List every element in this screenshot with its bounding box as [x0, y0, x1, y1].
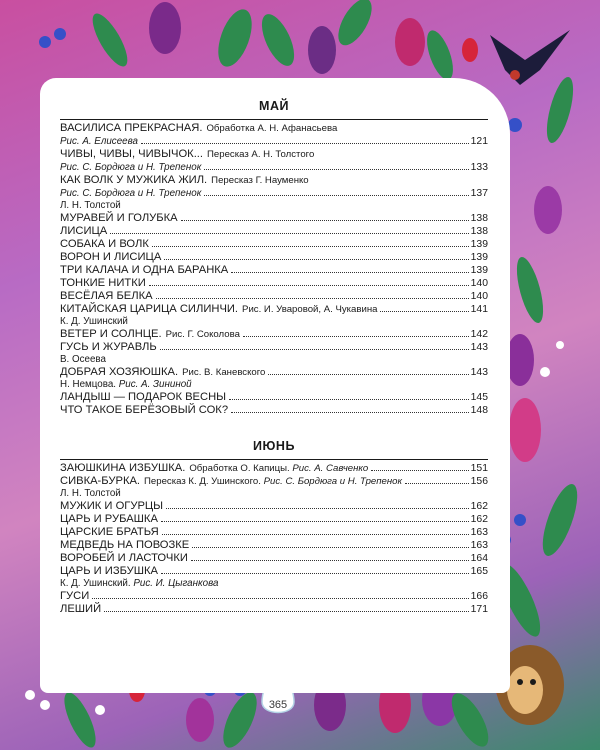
toc-entry — [60, 122, 488, 135]
dot-leader — [229, 399, 469, 400]
dot-leader — [152, 246, 469, 247]
section-title-may: МАЙ — [259, 99, 289, 113]
dot-leader — [204, 195, 468, 196]
dot-leader — [104, 611, 469, 612]
dot-leader — [161, 573, 469, 574]
entry-page-number: 138 — [470, 226, 488, 237]
entry-page-number: 171 — [470, 604, 488, 615]
entry-page-number: 156 — [470, 476, 488, 487]
dot-leader — [231, 412, 469, 413]
entry-note-text: Рис. Г. Соколова — [165, 329, 240, 340]
toc-entry — [60, 277, 488, 290]
entry-title: ВОРОБЕЙ И ЛАСТОЧКИ — [60, 552, 188, 564]
toc-entry — [60, 328, 488, 341]
entry-title: ЦАРЬ И РУБАШКА — [60, 513, 158, 525]
june-entries — [60, 462, 488, 616]
dot-leader — [243, 336, 469, 337]
dot-leader — [166, 508, 469, 509]
entry-title: ЛАНДЫШ — ПОДАРОК ВЕСНЫ — [60, 391, 227, 403]
author-name: Н. Немцова. — [60, 379, 116, 390]
illustrator-line — [60, 135, 488, 148]
entry-title: КАК ВОЛК У МУЖИКА ЖИЛ. — [60, 174, 208, 186]
toc-entry — [60, 212, 488, 225]
dot-leader — [192, 547, 468, 548]
entry-title: МУЖИК И ОГУРЦЫ — [60, 500, 164, 512]
author-name: Л. Н. Толстой — [60, 488, 121, 499]
entry-title: ГУСИ — [60, 590, 90, 602]
section-rule — [60, 119, 488, 120]
author-name: Л. Н. Толстой — [60, 200, 121, 211]
entry-page-number: 143 — [470, 342, 488, 353]
illustrator-note — [60, 162, 201, 174]
dot-leader — [110, 233, 468, 234]
entry-note-text: Рис. В. Каневского — [182, 367, 266, 378]
dot-leader — [380, 311, 468, 312]
entry-title: СИВКА-БУРКА. — [60, 475, 141, 487]
entry-title: ТРИ КАЛАЧА И ОДНА БАРАНКА — [60, 264, 229, 276]
entry-title: ЛИСИЦА — [60, 225, 108, 237]
entry-page-number: 151 — [470, 463, 488, 474]
entry-note — [242, 303, 377, 316]
entry-note-text: Пересказ К. Д. Ушинского. — [144, 476, 261, 487]
illustrator-note — [60, 136, 138, 148]
entry-page-number: 137 — [470, 188, 488, 199]
dot-leader — [156, 298, 469, 299]
toc-entry — [60, 174, 488, 187]
entry-page-number: 139 — [470, 239, 488, 250]
entry-page-number: 163 — [470, 527, 488, 538]
toc-entry — [60, 565, 488, 578]
entry-title: ЛЕШИЙ — [60, 603, 102, 615]
toc-entry — [60, 341, 488, 354]
toc-entry — [60, 513, 488, 526]
entry-page-number: 142 — [470, 329, 488, 340]
entry-note — [144, 475, 402, 488]
toc-entry — [60, 462, 488, 475]
toc-entry — [60, 303, 488, 316]
dot-leader — [92, 598, 468, 599]
toc-entry — [60, 552, 488, 565]
entry-page-number: 140 — [470, 278, 488, 289]
entry-page-number: 139 — [470, 252, 488, 263]
swallow-icon — [490, 30, 570, 85]
dot-leader — [160, 349, 469, 350]
dot-leader — [204, 169, 468, 170]
dot-leader — [161, 521, 469, 522]
may-entries — [60, 122, 488, 417]
section-title-june: ИЮНЬ — [253, 439, 295, 453]
toc-entry — [60, 238, 488, 251]
entry-title: ЦАРСКИЕ БРАТЬЯ — [60, 526, 159, 538]
author-line — [60, 379, 488, 391]
toc-entry — [60, 391, 488, 404]
dot-leader — [231, 272, 468, 273]
entry-title: МУРАВЕЙ И ГОЛУБКА — [60, 212, 178, 224]
author-name: В. Осеева — [60, 354, 106, 365]
illustrator-line — [60, 161, 488, 174]
illustrator-text: Рис. С. Бордюга и Н. Трепенок — [60, 188, 202, 199]
entry-title: ДОБРАЯ ХОЗЯЮШКА. — [60, 366, 179, 378]
entry-page-number: 141 — [470, 304, 488, 315]
dot-leader — [181, 220, 469, 221]
entry-title: ЧИВЫ, ЧИВЫ, ЧИВЫЧОК... — [60, 148, 204, 160]
toc-entry — [60, 603, 488, 616]
illustrator-note: Рис. А. Зининой — [118, 379, 192, 390]
toc-entry — [60, 225, 488, 238]
entry-note — [207, 148, 314, 161]
toc-entry — [60, 475, 488, 488]
entry-note-text: Обработка А. Н. Афанасьева — [206, 123, 338, 134]
entry-title: КИТАЙСКАЯ ЦАРИЦА СИЛИНЧИ. — [60, 303, 239, 315]
illustrator-text: Рис. А. Елисеева — [60, 136, 138, 147]
author-name: К. Д. Ушинский — [60, 316, 128, 327]
author-line — [60, 488, 488, 500]
entry-page-number: 138 — [470, 213, 488, 224]
page-number: 365 — [268, 699, 288, 711]
entry-note — [206, 122, 337, 135]
toc-entry — [60, 404, 488, 417]
toc-entry — [60, 539, 488, 552]
entry-title: ВЕТЕР И СОЛНЦЕ. — [60, 328, 162, 340]
illustrator-line — [60, 187, 488, 200]
illustrator-text: Рис. С. Бордюга и Н. Трепенок — [263, 476, 403, 487]
toc-entry — [60, 290, 488, 303]
entry-page-number: 148 — [470, 405, 488, 416]
entry-page-number: 143 — [470, 367, 488, 378]
dot-leader — [164, 259, 468, 260]
entry-page-number: 121 — [470, 136, 488, 147]
entry-title: ГУСЬ И ЖУРАВЛЬ — [60, 341, 157, 353]
entry-title: СОБАКА И ВОЛК — [60, 238, 149, 250]
entry-page-number: 139 — [470, 265, 488, 276]
entry-page-number: 162 — [470, 514, 488, 525]
toc-entry — [60, 500, 488, 513]
illustrator-note: Рис. И. Цыганкова — [133, 578, 219, 589]
entry-note-text: Рис. И. Уваровой, А. Чукавина — [242, 304, 378, 315]
entry-note-text: Пересказ Г. Науменко — [211, 175, 309, 186]
illustrator-note — [60, 188, 201, 200]
author-line — [60, 200, 488, 212]
author-line — [60, 578, 488, 590]
author-line — [60, 354, 488, 366]
entry-page-number: 145 — [470, 392, 488, 403]
entry-title: ВОРОН И ЛИСИЦА — [60, 251, 162, 263]
table-of-contents — [60, 95, 488, 616]
dot-leader — [141, 143, 469, 144]
entry-title: ЧТО ТАКОЕ БЕРЁЗОВЫЙ СОК? — [60, 404, 229, 416]
dot-leader — [149, 285, 469, 286]
illustrator-text: Рис. С. Бордюга и Н. Трепенок — [60, 162, 202, 173]
entry-title: МЕДВЕДЬ НА ПОВОЗКЕ — [60, 539, 190, 551]
entry-page-number: 133 — [470, 162, 488, 173]
dot-leader — [405, 483, 469, 484]
entry-title: ЗАЮШКИНА ИЗБУШКА. — [60, 462, 186, 474]
illustrator-text: Рис. А. Савченко — [292, 463, 369, 474]
dot-leader — [371, 470, 468, 471]
dot-leader — [268, 374, 468, 375]
entry-note-text: Пересказ А. Н. Толстого — [207, 149, 315, 160]
entry-page-number: 162 — [470, 501, 488, 512]
entry-page-number: 165 — [470, 566, 488, 577]
entry-page-number: 163 — [470, 540, 488, 551]
entry-title: ТОНКИЕ НИТКИ — [60, 277, 146, 289]
toc-entry — [60, 148, 488, 161]
toc-entry — [60, 526, 488, 539]
entry-note — [182, 366, 265, 379]
author-name: К. Д. Ушинский. — [60, 578, 131, 589]
entry-title: ВЕСЁЛАЯ БЕЛКА — [60, 290, 153, 302]
entry-page-number: 164 — [470, 553, 488, 564]
entry-title: ЦАРЬ И ИЗБУШКА — [60, 565, 159, 577]
toc-entry — [60, 590, 488, 603]
toc-entry — [60, 251, 488, 264]
entry-note — [166, 328, 240, 341]
toc-entry — [60, 264, 488, 277]
dot-leader — [162, 534, 469, 535]
entry-title: ВАСИЛИСА ПРЕКРАСНАЯ. — [60, 122, 203, 134]
entry-page-number: 166 — [470, 591, 488, 602]
entry-note — [189, 462, 368, 475]
section-rule — [60, 459, 488, 460]
dot-leader — [191, 560, 469, 561]
toc-entry — [60, 366, 488, 379]
entry-note-text: Обработка О. Капицы. — [189, 463, 290, 474]
entry-page-number: 140 — [470, 291, 488, 302]
author-line — [60, 316, 488, 328]
entry-note — [211, 174, 308, 187]
